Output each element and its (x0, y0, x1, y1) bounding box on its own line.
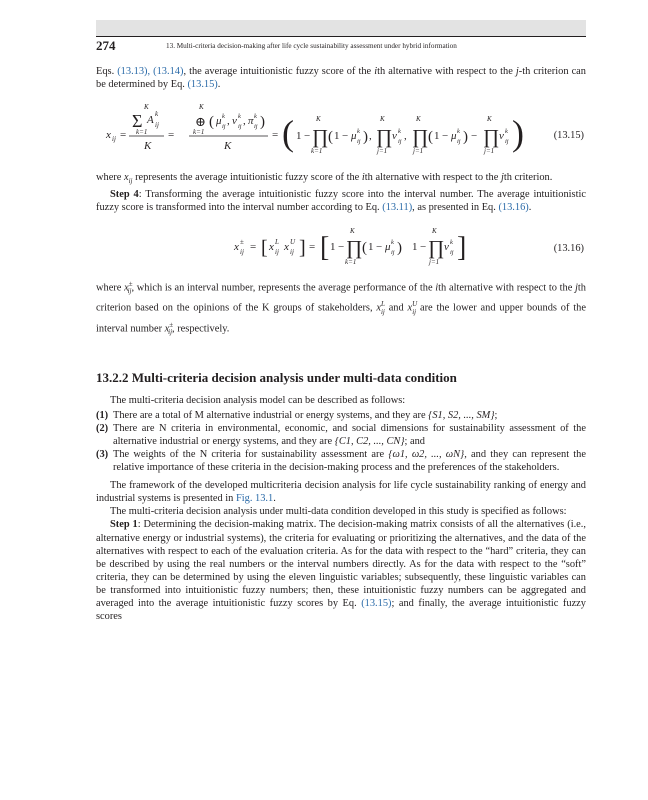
svg-text:k: k (357, 128, 360, 136)
svg-text:,: , (369, 130, 372, 143)
svg-text:ij: ij (240, 247, 244, 256)
svg-text:K: K (432, 226, 437, 235)
svg-text:ij: ij (450, 248, 454, 256)
svg-text:∏: ∏ (312, 126, 329, 149)
svg-text:μ: μ (385, 240, 391, 253)
svg-text:k: k (398, 128, 401, 136)
svg-text:μ: μ (216, 115, 222, 128)
svg-text:ij: ij (112, 135, 116, 144)
svg-text:L: L (275, 237, 279, 246)
svg-text:k: k (155, 110, 159, 119)
equation-13-15 (96, 101, 586, 167)
equation-13-15-svg (96, 101, 526, 167)
list-item: (2) There are N criteria in environmental, economic, and social dimensions for sustainability assessment of the alternative industrial or energy systems, and they are {C1, C2, ..., CN}; and (96, 422, 586, 447)
citation-link[interactable]: (13.13), (13.14) (117, 66, 184, 77)
svg-text:1: 1 (296, 130, 302, 143)
svg-text:−: − (304, 130, 311, 143)
svg-text:K: K (199, 103, 204, 112)
svg-text:k=1: k=1 (193, 128, 205, 137)
svg-text:(: ( (362, 239, 367, 256)
svg-text:U: U (290, 237, 296, 246)
page-body (96, 65, 586, 623)
svg-text:ν: ν (392, 130, 397, 143)
svg-text:π: π (248, 115, 254, 128)
citation-link[interactable]: (13.15) (187, 79, 218, 91)
svg-text:ij: ij (290, 247, 294, 256)
svg-text:μ: μ (451, 130, 457, 143)
where-paragraph-1: where $x_{ij}$ represents the average intuitionistic fuzzy score of the ith alternative with respect to the jth criterion. (96, 172, 553, 186)
svg-text:): ) (463, 129, 468, 146)
svg-text:1: 1 (368, 240, 374, 253)
svg-text:±: ± (240, 237, 244, 246)
svg-text:1: 1 (434, 130, 440, 143)
svg-text:): ) (512, 113, 524, 154)
svg-text:ij: ij (155, 121, 159, 130)
svg-text:−: − (471, 130, 478, 143)
svg-text:k=1: k=1 (136, 128, 148, 137)
section-heading: 13.2.2 Multi-criteria decision analysis under multi-data condition (96, 370, 457, 386)
svg-text:=: = (250, 240, 257, 253)
svg-text:ν: ν (444, 240, 449, 253)
step-4-paragraph: Step 4: Transforming the average intuitionistic fuzzy score into the interval number. The average intuitionistic fuzzy score is transformed into the interval number according to Eq. (13.11), as presented in Eq. (13.16). (96, 189, 586, 214)
svg-text:,: , (227, 115, 230, 128)
svg-text:−: − (442, 130, 449, 143)
svg-text:ij: ij (238, 123, 242, 131)
svg-text:x: x (269, 240, 274, 253)
svg-text:): ) (397, 239, 402, 256)
svg-text:[: [ (261, 236, 268, 259)
svg-text:μ: μ (351, 130, 357, 143)
svg-text:,: , (243, 115, 246, 128)
svg-text:Σ: Σ (132, 111, 143, 132)
svg-text:(: ( (282, 113, 294, 154)
svg-text:k: k (254, 113, 257, 121)
equation-number: (13.15) (553, 130, 584, 142)
page-number: 274 (96, 38, 116, 53)
svg-text:K: K (416, 115, 421, 124)
svg-text:K: K (144, 103, 149, 112)
svg-text:ij: ij (275, 247, 279, 256)
svg-text:k: k (238, 113, 241, 121)
svg-text:ij: ij (505, 138, 509, 146)
header-band (96, 20, 586, 36)
svg-text:ij: ij (222, 123, 226, 131)
svg-text:): ) (363, 129, 368, 146)
svg-text:1: 1 (334, 130, 340, 143)
svg-text:,: , (404, 130, 407, 143)
svg-text:): ) (260, 114, 265, 131)
assumption-list (96, 409, 586, 474)
equation-13-16-svg (96, 224, 526, 274)
svg-text:j=1: j=1 (377, 147, 388, 156)
svg-text:−: − (342, 130, 349, 143)
list-item: (1) There are a total of M alternative industrial or energy systems, and they are {S1, S2, ..., SM}; (96, 409, 498, 421)
citation-link[interactable]: (13.11) (382, 202, 413, 214)
svg-text:ij: ij (398, 138, 402, 146)
svg-text:∏: ∏ (428, 236, 445, 259)
svg-text:ν: ν (232, 115, 237, 128)
svg-text:−: − (338, 240, 345, 253)
svg-text:∏: ∏ (346, 236, 363, 259)
svg-text:ij: ij (254, 123, 258, 131)
svg-text:1: 1 (330, 240, 336, 253)
svg-text:x: x (234, 240, 239, 253)
list-item: (3) The weights of the N criteria for sustainability assessment are {ω1, ω2, ..., ωN}, and they can represent the relative importance of these criteria in the decision-making process and the preferences of the stakeholders. (96, 448, 586, 474)
svg-text:k: k (505, 128, 508, 136)
svg-text:K: K (316, 115, 321, 124)
equation-13-16 (96, 224, 586, 274)
svg-text:K: K (380, 115, 385, 124)
svg-text:∏: ∏ (376, 126, 393, 149)
svg-text:K: K (224, 140, 232, 153)
svg-text:ν: ν (499, 130, 504, 143)
svg-text:x: x (106, 129, 111, 142)
svg-text:−: − (420, 240, 427, 253)
svg-text:x: x (284, 240, 289, 253)
svg-text:(: ( (328, 129, 333, 146)
svg-text:ij: ij (357, 138, 361, 146)
citation-link[interactable]: (13.15) (361, 597, 392, 609)
svg-text:j=1: j=1 (413, 147, 424, 156)
svg-text:=: = (272, 129, 279, 142)
svg-text:]: ] (457, 231, 467, 263)
svg-text:K: K (144, 140, 152, 153)
svg-text:=: = (168, 129, 175, 142)
svg-text:⊕: ⊕ (195, 114, 206, 130)
svg-text:K: K (350, 226, 355, 235)
where-paragraph-2: where $x^\pm_{ij}$, which is an interval number, represents the average performance of the ith alternative with respect to the jth criterion based on the opinions of the K groups of stakeholders, $x^L_{ij}$ and $x^U_{ij}$ are the lower and upper bounds of the interval number $x^\pm_{ij}$, respectively. (96, 279, 586, 337)
svg-text:=: = (309, 240, 316, 253)
svg-text:−: − (376, 240, 383, 253)
specified-paragraph: The multi-criteria decision analysis under multi-data condition developed in this study is specified as follows: (110, 506, 567, 518)
svg-text:]: ] (299, 236, 306, 259)
svg-text:A: A (147, 114, 154, 127)
svg-text:(: ( (428, 129, 433, 146)
svg-text:∏: ∏ (483, 126, 500, 149)
svg-text:=: = (120, 129, 127, 142)
svg-text:K: K (487, 115, 492, 124)
svg-text:(: ( (209, 114, 214, 131)
svg-text:1: 1 (412, 240, 418, 253)
svg-text:k=1: k=1 (345, 257, 357, 266)
equation-number: (13.16) (553, 242, 584, 254)
svg-text:k: k (391, 238, 394, 246)
framework-paragraph: The framework of the developed multicriteria decision analysis for life cycle sustainability ranking of energy and industrial systems is presented in Fig. 13.1. (96, 480, 586, 505)
svg-text:ij: ij (391, 248, 395, 256)
svg-text:k: k (457, 128, 460, 136)
svg-text:ij: ij (457, 138, 461, 146)
citation-link[interactable]: (13.16) (498, 202, 529, 214)
svg-text:j=1: j=1 (429, 257, 440, 266)
header-rule (96, 36, 586, 37)
figure-link[interactable]: Fig. 13.1 (235, 493, 274, 505)
svg-text:k: k (450, 238, 453, 246)
step-1-paragraph: Step 1: Determining the decision-making matrix. The decision-making matrix consists of all the alternatives (i.e., alternative energy or industrial systems), the criteria for evaluating or prioritizing the alternatives, and the data of the alternatives with respect to each of the evaluation criteria. As for the data with respect to the “hard” criteria, they can be described by using the real numbers or the interval numbers directly. As for the data with respect to the “soft” criteria, they can be determined by using the eleven linguistic variables; subsequently, these linguistic variables can be transformed into intuitionistic fuzzy numbers; then, these intuitionistic fuzzy numbers can be aggregated and averaged into the average intuitionistic fuzzy scores by Eq. (13.15); and finally, the average intuitionistic fuzzy scores (96, 519, 586, 623)
svg-text:k=1: k=1 (311, 147, 323, 156)
section-intro: The multi-criteria decision analysis model can be described as follows: (110, 394, 406, 406)
svg-text:k: k (222, 113, 225, 121)
svg-text:[: [ (320, 231, 330, 263)
svg-text:j=1: j=1 (484, 147, 495, 156)
intro-paragraph: Eqs. (13.13), (13.14), the average intuitionistic fuzzy score of the ith alternative with respect to the j-th criterion can be determined by Eq. (13.15). (96, 66, 586, 91)
running-head: 13. Multi-criteria decision-making after life cycle sustainability assessment under hybrid information (166, 42, 457, 50)
svg-text:∏: ∏ (412, 126, 429, 149)
